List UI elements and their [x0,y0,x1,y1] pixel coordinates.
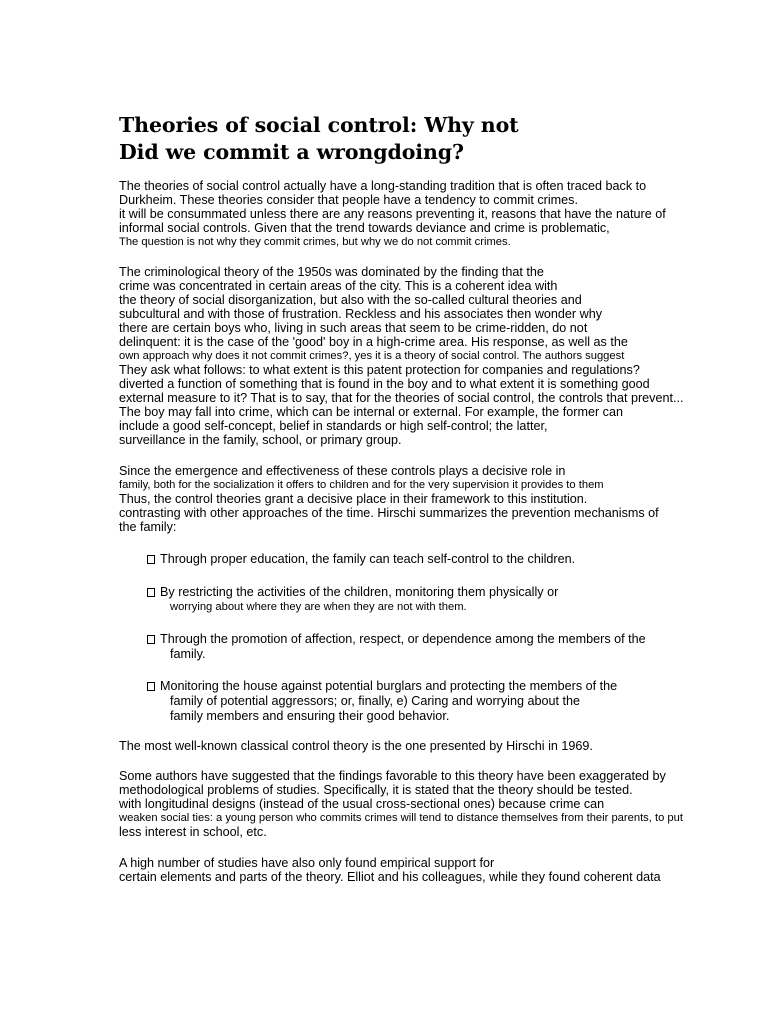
document-title [119,112,679,166]
text-line: Since the emergence and effectiveness of these controls plays a decisive role in [119,464,566,478]
text-line: informal social controls. Given that the trend towards deviance and crime is problematic, [119,221,610,235]
bullet-box-icon [147,588,155,597]
text-line: the family: [119,520,177,534]
title-line: Theories of social control: Why not [119,113,519,137]
bullet-box-icon [147,555,155,564]
paragraph [119,179,699,249]
text-line: surveillance in the family, school, or primary group. [119,433,402,447]
text-line: crime was concentrated in certain areas of the city. This is a coherent idea with [119,279,558,293]
text-line: certain elements and parts of the theory. Elliot and his colleagues, while they found coherent data [119,870,661,884]
bullet-text: Through the promotion of affection, respect, or dependence among the members of the [160,632,646,646]
bullet-box-icon [147,682,155,691]
text-line: external measure to it? That is to say, that for the theories of social control, the controls that prevent... [119,391,684,405]
text-line: it will be consummated unless there are any reasons preventing it, reasons that have the nature of [119,207,666,221]
text-line: family, both for the socialization it offers to children and for the very supervision it provides to them [119,479,604,491]
text-line: A high number of studies have also only found empirical support for [119,856,495,870]
bullet-text: Monitoring the house against potential burglars and protecting the members of the [160,679,618,693]
title-line: Did we commit a wrongdoing? [119,140,464,164]
list-item [147,679,687,724]
text-line: Durkheim. These theories consider that people have a tendency to commit crimes. [119,193,578,207]
bullet-text: By restricting the activities of the children, monitoring them physically or [160,585,559,599]
text-line: The theories of social control actually have a long-standing tradition that is often traced back to [119,179,647,193]
text-line: Some authors have suggested that the findings favorable to this theory have been exaggerated by [119,769,666,783]
bullet-text: worrying about where they are when they are not with them. [170,601,467,613]
list-item [147,632,687,662]
bullet-text: family of potential aggressors; or, finally, e) Caring and worrying about the [170,694,580,708]
paragraph [119,265,699,447]
text-line: The boy may fall into crime, which can be internal or external. For example, the former can [119,405,623,419]
text-line: there are certain boys who, living in such areas that seem to be crime-ridden, do not [119,321,588,335]
bullet-text: family. [170,647,206,661]
text-line: Thus, the control theories grant a decisive place in their framework to this institution. [119,492,588,506]
text-line: the theory of social disorganization, but also with the so-called cultural theories and [119,293,582,307]
paragraph [119,464,699,534]
bullet-box-icon [147,635,155,644]
text-line: subcultural and with those of frustration. Reckless and his associates then wonder why [119,307,603,321]
list-item [147,552,687,567]
text-line: include a good self-concept, belief in standards or high self-control; the latter, [119,419,548,433]
text-line: contrasting with other approaches of the time. Hirschi summarizes the prevention mechanisms of [119,506,659,520]
text-line: less interest in school, etc. [119,825,267,839]
text-line: with longitudinal designs (instead of the usual cross-sectional ones) because crime can [119,797,605,811]
text-line: diverted a function of something that is found in the boy and to what extent it is something good [119,377,650,391]
text-line: weaken social ties: a young person who commits crimes will tend to distance themselves from their parents, to put [119,812,683,824]
text-line: delinquent: it is the case of the 'good' boy in a high-crime area. His response, as well as the [119,335,628,349]
text-line: The criminological theory of the 1950s was dominated by the finding that the [119,265,544,279]
text-line: They ask what follows: to what extent is this patent protection for companies and regulations? [119,363,640,377]
paragraph [119,856,699,884]
paragraph [119,739,699,753]
text-line: own approach why does it not commit crimes?, yes it is a theory of social control. The authors suggest [119,350,625,362]
paragraph [119,769,699,839]
text-line: The question is not why they commit crimes, but why we do not commit crimes. [119,236,511,248]
bullet-text: family members and ensuring their good behavior. [170,709,450,723]
bullet-text: Through proper education, the family can teach self-control to the children. [160,552,576,566]
text-line: methodological problems of studies. Specifically, it is stated that the theory should be tested. [119,783,633,797]
list-item [147,585,687,615]
text-line: The most well-known classical control theory is the one presented by Hirschi in 1969. [119,739,593,753]
